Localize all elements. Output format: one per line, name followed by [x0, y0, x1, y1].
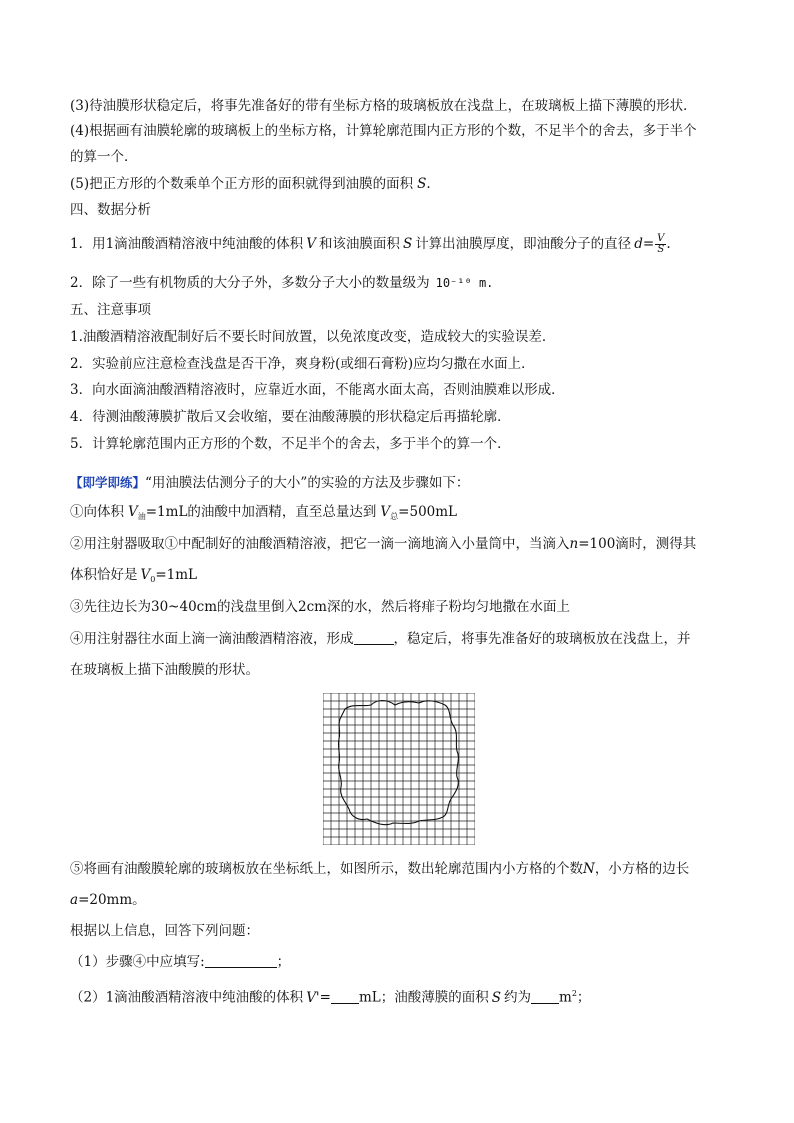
note-item-4: 4．待测油酸薄膜扩散后又会收缩，要在油酸薄膜的形状稳定后再描轮廓． [70, 409, 511, 425]
note-item-1: 1.油酸酒精溶液配制好后不要长时间放置，以免浓度改变，造成较大的实验误差． [70, 329, 556, 345]
analysis-heading: 四、数据分析 [70, 202, 151, 218]
note-item-2: 2．实验前应注意检查浅盘是否干净，爽身粉(或细石膏粉)应均匀撒在水面上． [70, 356, 535, 372]
oil-film-grid-figure [323, 693, 475, 845]
q1-answer-blank[interactable] [205, 953, 277, 968]
coordinate-grid [323, 693, 475, 845]
step3-text: (3)待油膜形状稳定后，将事先准备好的带有坐标方格的玻璃板放在浅盘上，在玻璃板上描下薄膜的形状． [70, 98, 697, 114]
question-1: （1）步骤④中应填写: ； [70, 954, 291, 970]
step5-text: (5)把正方形的个数乘单个正方形的面积就得到油膜的面积 S. [70, 176, 431, 192]
exercise-step5-line2: a=20mm。 [70, 892, 146, 908]
oil-film-outline [338, 701, 458, 825]
thickness-fraction: $\frac{V}{S}$ [657, 233, 665, 255]
note-item-5: 5．计算轮廓范围内正方形的个数，不足半个的舍去，多于半个的算一个． [70, 436, 511, 452]
exercise-step2-line2: 体积恰好是 $V_0=1mL$ [70, 567, 198, 584]
exercise-step5-line1: ⑤将画有油酸膜轮廓的玻璃板放在坐标纸上，如图所示，数出轮廓范围内小方格的个数N，小方格的边长 [70, 861, 690, 877]
q2-area-blank[interactable] [531, 989, 559, 1004]
exercise-intro: 【即学即练】“用油膜法估测分子的大小”的实验的方法及步骤如下： [70, 475, 470, 491]
exercise-step3: ③先往边长为30~40cm的浅盘里倒入2cm深的水，然后将痱子粉均匀地撒在水面上 [70, 599, 570, 615]
note-item-3: 3．向水面滴油酸酒精溶液时，应靠近水面，不能离水面太高，否则油膜难以形成． [70, 382, 565, 398]
notes-heading: 五、注意事项 [70, 302, 151, 318]
analysis-item2: 2．除了一些有机物质的大分子外，多数分子大小的数量级为 10⁻¹⁰ m. [70, 275, 494, 291]
exercise-prompt: 根据以上信息，回答下列问题： [70, 923, 259, 939]
exercise-step1: ①向体积 $V_油=1mL$的油酸中加酒精，直至总量达到 $V_总=500mL$ [70, 504, 458, 521]
exercise-step4-line1: ④用注射器往水面上滴一滴油酸酒精溶液，形成 ，稳定后，将事先准备好的玻璃板放在浅盘上，并 [70, 631, 691, 647]
step4-answer-blank[interactable] [354, 630, 394, 645]
exercise-step2-line1: ②用注射器吸取①中配制好的油酸酒精溶液，把它一滴一滴地滴入小量筒中，当滴入n=100滴时，测得其 [70, 536, 697, 552]
q2-volume-blank[interactable] [331, 989, 359, 1004]
step4-line1: (4)根据画有油膜轮廓的玻璃板上的坐标方格，计算轮廓范围内正方形的个数，不足半个的舍去，多于半个 [70, 123, 697, 139]
exercise-tag: 【即学即练】 [70, 475, 146, 490]
step4-line2: 的算一个． [70, 149, 138, 165]
exercise-step4-line2: 在玻璃板上描下油酸膜的形状。 [70, 662, 259, 678]
analysis-item1: 1．用1滴油酸酒精溶液中纯油酸的体积 V 和该油膜面积 S 计算出油膜厚度，即油酸分子的直径 d= $\frac{V}{S}$ . [70, 233, 671, 255]
question-2: （2）1滴油酸酒精溶液中纯油酸的体积 V'= mL；油酸薄膜的面积 S 约为 $m^2$； [70, 989, 591, 1006]
